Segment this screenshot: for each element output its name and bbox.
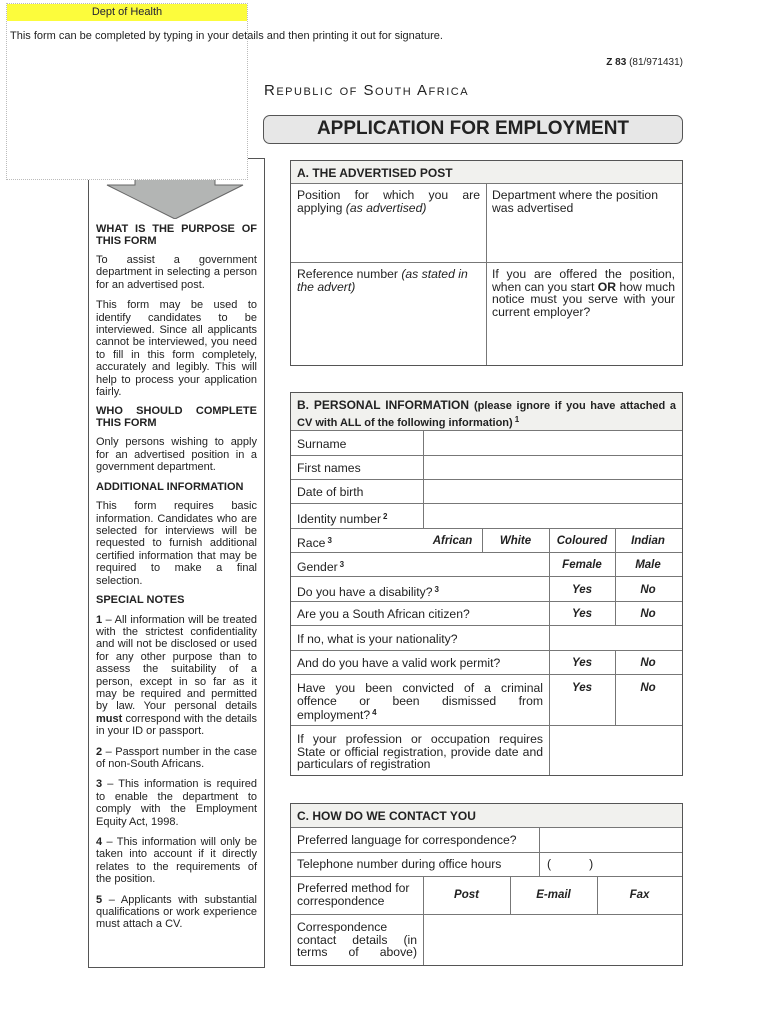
race-african[interactable]: African [432, 535, 473, 547]
permit-label: And do you have a valid work permit? [297, 656, 501, 670]
intro-text: This form can be completed by typing in your details and then printing it out for signature. [10, 30, 443, 42]
section-personal-info [290, 392, 683, 776]
who-text: Only persons wishing to apply for an advertised position in a government department. [96, 436, 257, 474]
gender-male[interactable]: Male [635, 559, 661, 571]
contact-label: Correspondence contact details (in terms of above) [297, 920, 417, 959]
notice-field[interactable]: If you are offered the position, when can you start OR how much notice must you serve with your current employer? [492, 267, 675, 319]
note-3: 3 – This information is required to enable the department to comply with the Employment Equity Act, 1998. [96, 778, 257, 828]
first-names-input[interactable] [424, 455, 682, 479]
additional-text: This form requires basic information. Candidates who are selected for interviews will be requested to furnish additional certified information that may be required to make a final selection. [96, 500, 257, 587]
citizen-label: Are you a South African citizen? [297, 607, 470, 621]
additional-heading: ADDITIONAL INFORMATION [96, 480, 244, 493]
note-2: 2 – Passport number in the case of non-South Africans. [96, 745, 257, 770]
gender-female[interactable]: Female [562, 559, 602, 571]
permit-no[interactable]: No [640, 657, 656, 669]
citizen-yes[interactable]: Yes [571, 608, 593, 620]
popup-title: Dept of Health [7, 4, 247, 21]
note-4: 4 – This information will only be taken into account if it directly relates to the requirements of the position. [96, 836, 257, 886]
language-input[interactable] [540, 828, 682, 852]
form-code [560, 57, 683, 68]
telephone-label: Telephone number during office hours [297, 857, 502, 871]
convicted-label: Have you been convicted of a criminal offence or been dismissed from employment? $^4$ [297, 681, 543, 722]
registration-input[interactable] [550, 725, 682, 775]
language-label: Preferred language for correspondence? [297, 833, 517, 847]
race-label: Race $^3$ [297, 536, 332, 550]
first-names-label: First names [297, 461, 361, 475]
id-input[interactable] [424, 503, 682, 528]
method-email[interactable]: E-mail [536, 889, 571, 901]
form-code-number: (81/971431) [629, 57, 683, 68]
department-field[interactable]: Department where the position was advertised [492, 188, 658, 215]
surname-input[interactable] [424, 431, 682, 455]
sidebar-info [88, 158, 265, 968]
method-post[interactable]: Post [454, 889, 479, 901]
contact-input[interactable] [424, 914, 682, 965]
position-field[interactable]: Position for which you are applying (as advertised) [297, 188, 480, 215]
race-indian[interactable]: Indian [631, 535, 665, 547]
citizen-no[interactable]: No [640, 608, 656, 620]
disability-yes[interactable]: Yes [571, 584, 593, 596]
form-code-label: Z 83 [606, 57, 627, 68]
gender-label: Gender $^3$ [297, 560, 345, 574]
surname-label: Surname [297, 437, 347, 451]
country-heading: Republic of South Africa [264, 82, 470, 99]
purpose-text-2: This form may be used to identify candidates to be interviewed. Since all applicants cannot be interviewed, you need to fill in this form completely, accurately and legibly. This will help to process your application fairly. [96, 299, 257, 399]
section-advertised-post [290, 160, 683, 366]
section-c-heading: C. HOW DO WE CONTACT YOU [291, 804, 682, 828]
section-contact [290, 803, 683, 966]
nationality-label: If no, what is your nationality? [297, 632, 458, 646]
telephone-input[interactable]: ( ) [547, 857, 594, 871]
race-coloured[interactable]: Coloured [556, 535, 608, 547]
section-a-heading: A. THE ADVERTISED POST [291, 161, 682, 184]
purpose-heading: WHAT IS THE PURPOSE OF THIS FORM [96, 223, 257, 247]
page-title: APPLICATION FOR EMPLOYMENT [263, 115, 683, 144]
race-white[interactable]: White [499, 535, 532, 547]
permit-yes[interactable]: Yes [571, 657, 593, 669]
method-fax[interactable]: Fax [629, 889, 650, 901]
convicted-yes[interactable]: Yes [571, 682, 593, 694]
disability-label: Do you have a disability? $^3$ [297, 585, 439, 599]
note-1: 1 – All information will be treated with the strictest confidentiality and will not be disclosed or used for any other purpose than to assess the suitability of a person, except in so far as it may be required and permitted by law. Your personal details must correspond with the details in your ID or passport. [96, 613, 257, 738]
reference-field[interactable]: Reference number (as stated in the advert) [297, 267, 468, 294]
disability-no[interactable]: No [640, 584, 656, 596]
convicted-no[interactable]: No [640, 682, 656, 694]
notes-heading: SPECIAL NOTES [96, 594, 185, 607]
method-label: Preferred method for correspondence [297, 881, 410, 908]
dob-input[interactable] [424, 479, 682, 503]
nationality-input[interactable] [550, 625, 682, 650]
section-b-heading: B. PERSONAL INFORMATION (please ignore if you have attached a CV with ALL of the following information) $^1$ [291, 393, 682, 431]
dob-label: Date of birth [297, 485, 364, 499]
registration-label: If your profession or occupation requires State or official registration, provide date and particulars of registration [297, 732, 543, 771]
purpose-text: To assist a government department in selecting a person for an advertised post. [96, 254, 257, 291]
id-label: Identity number $^2$ [297, 512, 388, 526]
note-5: 5 – Applicants with substantial qualifications or work experience must attach a CV. [96, 893, 257, 931]
who-heading: WHO SHOULD COMPLETE THIS FORM [96, 405, 257, 429]
